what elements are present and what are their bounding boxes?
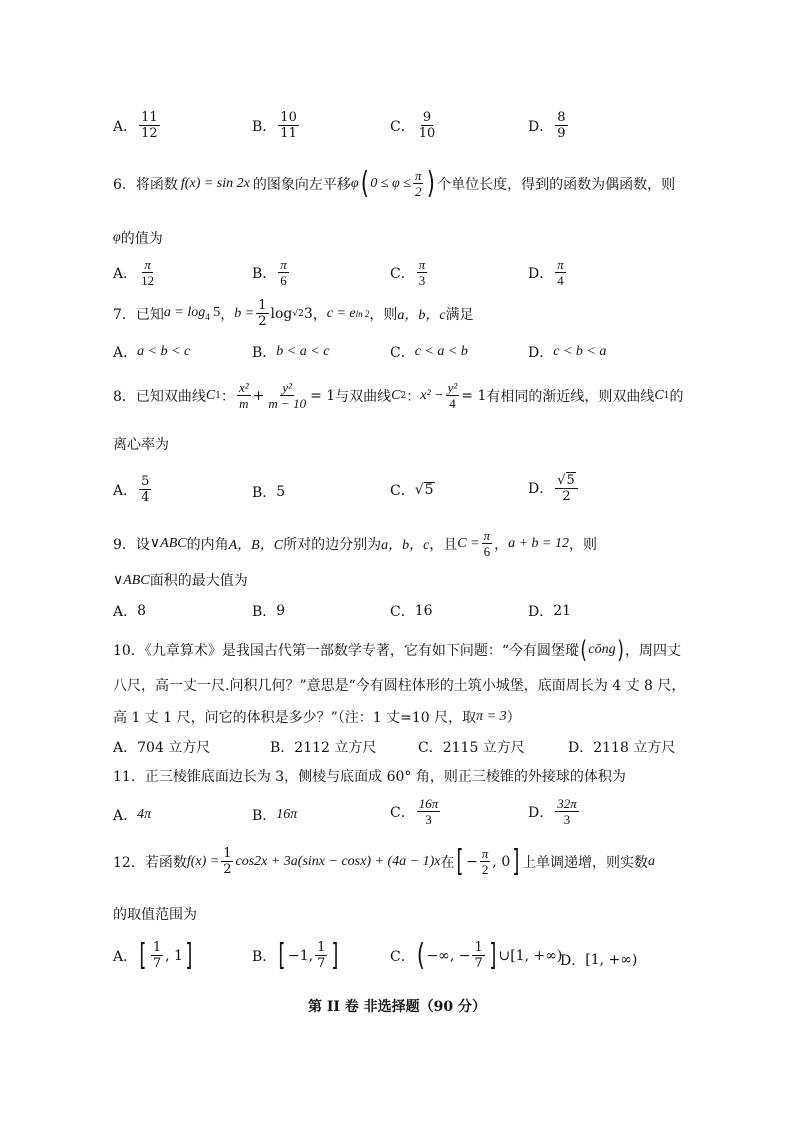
denominator: 7 (474, 956, 483, 971)
q10-option-a (113, 737, 210, 757)
math-expression: a，b，c (397, 307, 446, 323)
numerator: 1 (474, 940, 483, 955)
math-expression: 0 ≤ φ ≤ (370, 175, 411, 191)
fraction (413, 168, 424, 199)
denominator: m (239, 396, 249, 411)
math-expression: = 1 (461, 387, 487, 404)
q11-option-b (252, 805, 297, 825)
right-paren: ) (427, 165, 436, 201)
radicand: 5 (424, 482, 434, 498)
question-number: 8． (113, 388, 136, 405)
math-expression: a = log (163, 305, 206, 321)
numerator: 16π (418, 796, 439, 811)
math-expression: A，B，C (228, 537, 284, 553)
option-label: B． (252, 808, 277, 824)
question-11: 11．正三棱锥底面边长为 3，侧棱与底面成 60° 角，则正三棱锥的外接球的体积为 (113, 769, 626, 785)
option-label: B． (270, 740, 295, 756)
question-text: 个单位长度，得到的函数为偶函数，则 (437, 176, 676, 193)
option-text: 2118 立方尺 (593, 740, 676, 756)
question-6 (113, 165, 676, 201)
question-text: 有相同的渐近线，则双曲线 (486, 388, 655, 405)
question-text: 与双曲线 (335, 388, 392, 405)
fraction (555, 796, 579, 827)
fraction (221, 846, 233, 877)
option-text: c < b < a (553, 344, 607, 359)
option-label: A． (113, 604, 138, 620)
denominator: 2 (223, 862, 232, 877)
option-label: D． (560, 953, 586, 969)
option-text: 2112 立方尺 (294, 740, 377, 756)
q9-option-b (252, 601, 285, 621)
question-text: 高 1 丈 1 尺，问它的体积是多少？”（注：1 丈=10 尺，取 (113, 710, 477, 726)
denominator: 9 (557, 126, 566, 141)
option-label: C． (390, 483, 415, 499)
question-text: 若函数 (144, 854, 187, 871)
triangle-symbol: ∨ABC (149, 536, 187, 551)
denominator: 2 (414, 184, 422, 199)
question-text: 将函数 (135, 176, 178, 193)
q5-option-b (252, 110, 301, 141)
right-bracket: ] (512, 843, 520, 879)
denominator: 12 (141, 273, 155, 288)
option-label: B． (252, 485, 277, 501)
triangle-symbol: ∨ABC (113, 572, 150, 588)
question-text: 的值为 (120, 231, 163, 247)
option-text: c < a < b (414, 344, 468, 359)
numerator: π (557, 257, 564, 272)
q5-option-d (528, 110, 570, 141)
q12-option-a (113, 937, 195, 973)
denominator: 2 (481, 862, 489, 877)
option-text: 4π (137, 807, 152, 822)
math-symbol: a (647, 853, 655, 869)
question-number: 6． (113, 176, 136, 193)
sqrt (557, 472, 576, 488)
sqrt-sign: √ (414, 482, 424, 498)
fraction (480, 846, 491, 877)
fraction (151, 940, 163, 971)
fraction (237, 380, 251, 411)
left-bracket: [ (456, 843, 464, 879)
q8-option-a (113, 474, 153, 505)
numerator: 32π (557, 796, 577, 811)
option-label: D． (528, 265, 554, 282)
numerator: π (280, 257, 287, 272)
option-label: D． (528, 118, 554, 135)
option-label: A． (113, 265, 138, 282)
numerator: 1 (223, 846, 232, 861)
option-label: B． (252, 345, 277, 361)
question-8 (113, 380, 683, 411)
fraction (482, 528, 493, 559)
option-label: B． (252, 948, 277, 965)
math-expression: , 1 (165, 947, 183, 964)
section-title: 第 II 卷 非选择题（90 分） (307, 999, 487, 1015)
option-label: B． (252, 265, 277, 282)
q7-option-b (252, 342, 329, 362)
question-12 (113, 843, 655, 879)
sqrt (415, 482, 435, 498)
question-number: 9． (113, 536, 136, 553)
option-text: b < a < c (276, 344, 330, 359)
math-expression: π = 3 (476, 709, 507, 724)
sqrt-sign: √ (557, 473, 566, 488)
right-paren: ) (616, 636, 624, 664)
q11-option-a (113, 805, 151, 825)
fraction (139, 110, 160, 141)
fraction (472, 940, 484, 971)
minus-sign: − (466, 853, 478, 870)
question-10-line3 (113, 707, 521, 727)
fraction (278, 110, 299, 141)
question-text: 已知 (135, 306, 164, 323)
q8-option-c (390, 480, 435, 500)
denominator: 4 (449, 396, 456, 411)
q10-option-b (270, 737, 376, 757)
numerator: 1 (258, 298, 267, 313)
question-9-line2 (113, 570, 248, 590)
question-text: 满足 (445, 306, 474, 323)
option-label: B． (252, 118, 277, 135)
pinyin: cōng (588, 642, 616, 657)
q9-option-a (113, 601, 146, 621)
math-symbol: C (391, 387, 401, 403)
q12-option-b (252, 937, 341, 973)
q6-option-c (390, 257, 429, 288)
q8-option-d (528, 472, 580, 504)
math-expression: , 0 (492, 853, 511, 870)
plus-sign: + (252, 387, 265, 404)
question-10 (113, 638, 681, 662)
numerator: 1 (317, 940, 326, 955)
question-text: ，周四丈 (624, 643, 681, 659)
q10-option-d (568, 737, 675, 757)
math-expression: log (270, 305, 293, 322)
option-text: [1, +∞) (585, 952, 638, 968)
math-a (164, 305, 220, 322)
q5-option-a (113, 110, 162, 141)
fraction (139, 474, 151, 505)
math-expression: a + b = 12 (508, 535, 570, 551)
fraction (315, 940, 327, 971)
option-label: D． (568, 740, 594, 756)
q9-option-c (390, 601, 433, 621)
denominator: 11 (280, 126, 297, 141)
denominator: 6 (280, 273, 287, 288)
q7-option-a (113, 342, 190, 362)
question-10-line2: 八尺，高一丈一尺.问积几何？”意思是“今有圆柱体形的土筑小城堡，底面周长为 4 丈 8 尺， (113, 678, 686, 694)
numerator: π (483, 528, 491, 543)
numerator: 1 (152, 940, 162, 955)
q12-option-d (560, 950, 637, 970)
numerator (555, 472, 578, 489)
question-text: 面积的最大值为 (149, 573, 248, 589)
option-label: D． (528, 804, 554, 821)
left-paren: ( (360, 165, 369, 201)
question-text: 设 (135, 536, 150, 553)
question-text: 在 (440, 854, 455, 871)
fraction (417, 257, 428, 288)
question-text: 上单调递增，则实数 (521, 854, 648, 871)
math-expression: x² − (420, 387, 444, 403)
log-base: √2 (292, 308, 304, 319)
q7-option-c (390, 342, 468, 362)
math-expression: f(x) = (186, 853, 220, 869)
question-text: 的图象向左平移 (252, 176, 351, 193)
subscript: 1 (663, 390, 670, 401)
question-12-line2: 的取值范围为 (113, 907, 197, 923)
option-text: 9 (276, 603, 286, 619)
subscript: 1 (215, 390, 221, 401)
question-8-line2: 离心率为 (113, 437, 169, 453)
fraction (417, 796, 441, 827)
option-label: D． (528, 345, 554, 361)
left-paren: ( (416, 937, 425, 973)
subscript: 2 (400, 390, 407, 401)
left-paren: ( (580, 636, 587, 664)
option-label: A． (113, 345, 138, 361)
colon: ： (406, 388, 421, 405)
denominator: 7 (152, 956, 162, 971)
log-base: 4 (205, 311, 210, 322)
denominator: 7 (317, 956, 326, 971)
numerator: 11 (141, 110, 158, 125)
question-text: 的 (669, 388, 684, 405)
math-symbol: C (205, 387, 216, 403)
separator: ， (312, 306, 327, 323)
q5-option-c (390, 110, 439, 141)
math-expression: a，b，c (381, 537, 430, 553)
log-argument: 3 (303, 305, 313, 322)
question-text: ，则 (569, 536, 598, 553)
math-symbol: φ (113, 230, 121, 245)
option-text: 16π (276, 807, 298, 822)
question-text: ，且 (429, 536, 458, 553)
question-text: 所对的边分别为 (283, 536, 382, 553)
question-number: 12． (113, 854, 145, 871)
fraction (256, 298, 268, 329)
numerator: y² (282, 380, 293, 395)
option-label: A． (113, 482, 138, 499)
numerator: π (418, 257, 426, 272)
math-expression: cos2x + 3a(sinx − cosx) + (4a − 1)x (235, 853, 441, 869)
q6-option-d (528, 257, 568, 288)
denominator: 3 (563, 812, 571, 827)
question-6-line2 (113, 228, 163, 248)
numerator: y² (447, 380, 458, 395)
question-7 (113, 298, 474, 329)
exponent: ln 2 (355, 308, 370, 319)
radicand: 5 (566, 473, 575, 488)
math-expression: C = (457, 535, 480, 551)
numerator: x² (239, 380, 249, 395)
q9-option-d (528, 601, 571, 621)
denominator: 2 (258, 314, 267, 329)
numerator: 9 (422, 110, 432, 125)
denominator: 4 (141, 490, 150, 505)
option-label: C． (390, 265, 415, 282)
option-label: D． (528, 604, 554, 620)
q8-option-b (252, 482, 285, 502)
right-bracket: ] (331, 937, 339, 973)
numerator: 10 (280, 110, 297, 125)
q6-option-a (113, 257, 158, 288)
question-text: ） (506, 710, 521, 726)
denominator: m − 10 (268, 396, 307, 411)
q11-option-d (528, 796, 581, 827)
option-label: C． (390, 804, 415, 821)
question-text: 10．《九章算术》是我国古代第一部数学专著，它有如下问题：“今有圆堡瑽 (113, 643, 579, 659)
colon: ： (221, 388, 235, 405)
numerator: 8 (557, 110, 566, 125)
math-expression: ∪[1, +∞) (498, 947, 563, 964)
option-text: 5 (276, 484, 286, 500)
option-label: A． (113, 808, 138, 824)
option-label: A． (113, 118, 138, 135)
question-text: 已知双曲线 (135, 388, 206, 405)
math-symbol: φ (350, 175, 359, 191)
right-bracket: ] (489, 937, 497, 973)
question-text: 的内角 (186, 536, 229, 553)
option-label: C． (390, 118, 415, 135)
log-argument: 5 (209, 305, 221, 321)
question-text: ， (494, 536, 509, 553)
denominator: 3 (425, 812, 432, 827)
option-label: C． (390, 345, 415, 361)
denominator: 12 (141, 126, 158, 141)
q7-option-d (528, 342, 606, 362)
fraction (555, 472, 578, 504)
fraction (266, 380, 308, 411)
fraction (446, 380, 460, 411)
question-text: ，则 (369, 306, 398, 323)
math-expression: c = e (326, 305, 356, 321)
numerator: 5 (141, 474, 150, 489)
math-expression: = 1 (310, 387, 336, 404)
q12-option-c (390, 937, 563, 973)
fraction (417, 110, 438, 141)
math-expression: −∞, − (426, 947, 471, 964)
option-text: 704 立方尺 (137, 740, 211, 756)
separator: ， (220, 306, 235, 323)
numerator: π (144, 257, 151, 272)
option-label: D． (528, 481, 554, 497)
denominator: 6 (483, 544, 491, 559)
denominator: 4 (557, 273, 564, 288)
right-bracket: ] (185, 937, 193, 973)
option-label: A． (113, 948, 138, 965)
option-text: 2115 立方尺 (442, 740, 525, 756)
question-9 (113, 528, 597, 559)
option-label: C． (418, 740, 443, 756)
denominator: 2 (562, 489, 571, 504)
denominator: 3 (418, 273, 426, 288)
numerator: π (481, 846, 489, 861)
numerator: π (414, 168, 422, 183)
left-bracket: [ (139, 937, 147, 973)
denominator: 10 (418, 126, 436, 141)
option-label: C． (390, 948, 415, 965)
option-text: a < b < c (137, 344, 191, 359)
q10-option-c (418, 737, 525, 757)
option-label: A． (113, 740, 138, 756)
question-number: 7． (113, 306, 136, 323)
left-bracket: [ (278, 937, 286, 973)
fraction (555, 257, 566, 288)
math-symbol: C (654, 387, 664, 403)
option-text: 21 (553, 603, 572, 619)
fraction (278, 257, 289, 288)
math-expression: f(x) = sin 2x (180, 175, 250, 191)
q11-option-c (390, 796, 442, 827)
q6-option-b (252, 257, 291, 288)
option-text: 16 (414, 603, 433, 619)
math-expression: b = (234, 305, 255, 321)
fraction (139, 257, 156, 288)
option-label: B． (252, 604, 277, 620)
option-text: 8 (137, 603, 147, 619)
math-expression: −1, (288, 947, 314, 964)
option-label: C． (390, 604, 415, 620)
fraction (555, 110, 567, 141)
